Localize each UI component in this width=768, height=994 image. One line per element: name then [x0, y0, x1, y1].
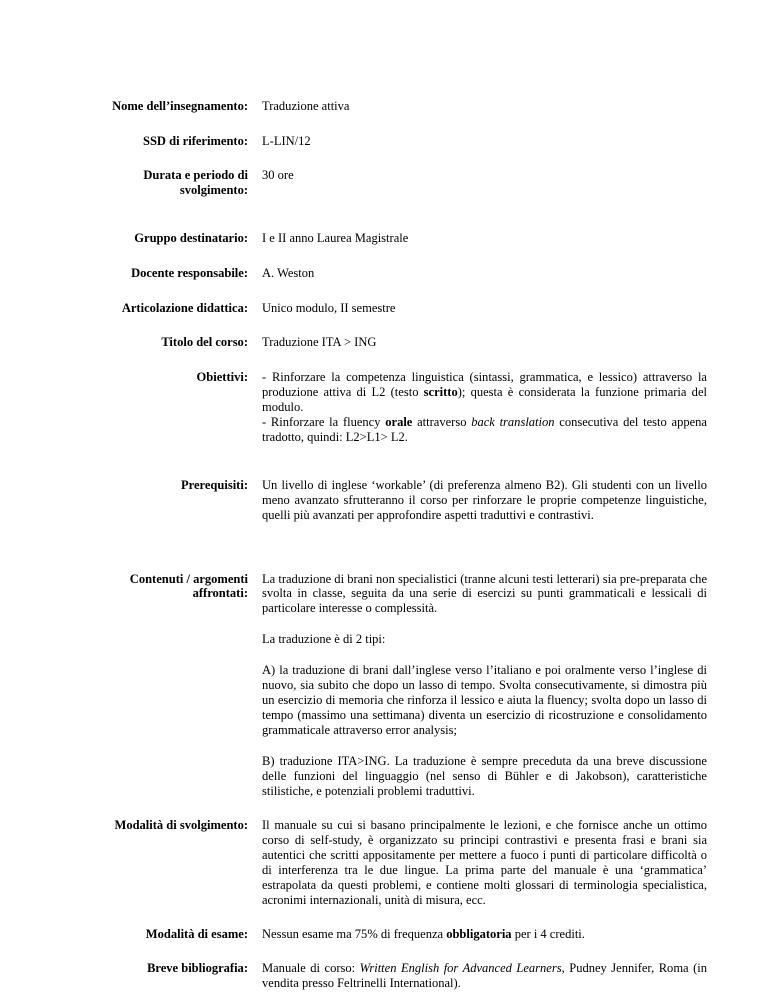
- contenuti-paragraph-1: La traduzione di brani non specialistici (tranne alcuni testi letterari) sia pre-preparata che svolta in classe, seguita da una serie di esercizi su punti grammaticali e lessicali di particolare interesse o complessità.: [262, 571, 707, 616]
- esame-a: Nessun esame ma 75% di frequenza: [262, 927, 447, 942]
- obiettivi-p2-c: consecutiva del testo appena tradotto, quindi: L2>L1> L2.: [262, 414, 707, 444]
- label-modalita-esame: Modalità di esame:: [145, 927, 248, 942]
- obiettivi-p2-italic: back translation: [471, 414, 555, 429]
- value-prerequisiti: [262, 478, 707, 523]
- biblio-italic: Written English for Advanced Learners: [359, 961, 562, 976]
- obiettivi-p2-a: - Rinforzare la fluency: [262, 414, 386, 429]
- obiettivi-p2-b: attraverso: [412, 414, 472, 429]
- label-gruppo: Gruppo destinatario:: [134, 231, 248, 246]
- biblio-a: Manuale di corso:: [262, 961, 360, 976]
- value-articolazione: Unico modulo, II semestre: [262, 300, 396, 315]
- label-docente: Docente responsabile:: [131, 265, 248, 280]
- contenuti-paragraph-2: La traduzione è di 2 tipi:: [262, 632, 386, 647]
- value-titolo: Traduzione ITA > ING: [262, 335, 377, 350]
- obiettivi-p1-a: - Rinforzare la competenza linguistica (sintassi, grammatica, e lessico) attraverso la produzione attiva di L2 (testo: [262, 369, 707, 399]
- value-obiettivi: [262, 370, 707, 445]
- label-nome: Nome dell’insegnamento:: [112, 99, 248, 113]
- value-docente: A. Weston: [262, 265, 315, 280]
- contenuti-paragraph-3: A) la traduzione di brani dall’inglese verso l’italiano e poi oralmente verso l’inglese di nuovo, sia subito che dopo un lasso di tempo. Svolta consecutivamente, si dimostra più un esercizio di memoria che rinforza il lessico e aiuta la fluency; svolta dopo un lasso di tempo (massimo una settimana) diventa un esercizio di ricostruzione e consolidamento grammaticale attraverso error analysis;: [262, 663, 707, 738]
- esame-bold: obbligatoria: [446, 927, 512, 942]
- modalita-svolgimento-paragraph: Il manuale su cui si basano principalmente le lezioni, e che fornisce anche un ottimo corso di self-study, è organizzato su principi contrastivi e presenta frasi e brani sia autentici che scritti appositamente per mettere a fuoco i punti di particolare difficoltà o di interferenza tra le due lingue. La prima parte del manuale è una ‘grammatica’ estrapolata da questi problemi, e contiene molti glossari di terminologia specialistica, acronimi internazionali, unità di misura, ecc.: [262, 817, 707, 907]
- label-durata: [60, 168, 248, 198]
- label-obiettivi: Obiettivi:: [196, 369, 248, 384]
- value-durata: 30 ore: [262, 168, 294, 182]
- esame-b: per i 4 crediti.: [511, 927, 585, 942]
- obiettivi-p1-bold: scritto: [423, 384, 458, 399]
- obiettivi-paragraph-2: [262, 415, 707, 445]
- label-articolazione: Articolazione didattica:: [121, 300, 248, 315]
- value-bibliografia: [262, 961, 707, 991]
- label-ssd: SSD di riferimento:: [143, 133, 248, 148]
- value-modalita-esame: [262, 927, 707, 942]
- obiettivi-p2-bold: orale: [385, 414, 413, 429]
- label-contenuti-line1: Contenuti / argomenti: [129, 571, 248, 586]
- label-durata-line2: svolgimento:: [179, 182, 248, 197]
- value-contenuti: [262, 572, 707, 799]
- contenuti-paragraph-4: B) traduzione ITA>ING. La traduzione è sempre preceduta da una breve discussione delle funzioni del linguaggio (nel senso di Bühler e di Jakobson), caratteristiche stilistiche, e potenziali problemi traduttivi.: [262, 754, 707, 798]
- obiettivi-p1-b: ); questa è considerata la funzione primaria del modulo.: [262, 384, 707, 414]
- label-titolo: Titolo del corso:: [161, 335, 248, 350]
- label-bibliografia: Breve bibliografia:: [147, 961, 248, 976]
- bibliografia-paragraph: [262, 961, 707, 991]
- label-prerequisiti: Prerequisiti:: [181, 477, 248, 492]
- value-nome: Traduzione attiva: [262, 99, 350, 113]
- value-gruppo: I e II anno Laurea Magistrale: [262, 231, 409, 246]
- biblio-b: , Pudney Jennifer, Roma (in vendita presso Feltrinelli International).: [262, 961, 708, 991]
- prerequisiti-paragraph: Un livello di inglese ‘workable’ (di preferenza almeno B2). Gli studenti con un livello meno avanzato sfrutteranno il corso per rinforzare le proprie competenze linguistiche, quelli più avanzati per approfondire aspetti traduttivi e contrastivi.: [262, 477, 707, 522]
- label-durata-line1: Durata e periodo di: [143, 168, 248, 182]
- label-contenuti: [60, 572, 248, 602]
- label-contenuti-line2: affrontati:: [192, 586, 248, 601]
- obiettivi-paragraph-1: [262, 370, 707, 415]
- value-modalita-svolgimento: [262, 818, 707, 908]
- value-ssd: L-LIN/12: [262, 133, 311, 148]
- label-modalita-svolgimento: Modalità di svolgimento:: [114, 817, 248, 832]
